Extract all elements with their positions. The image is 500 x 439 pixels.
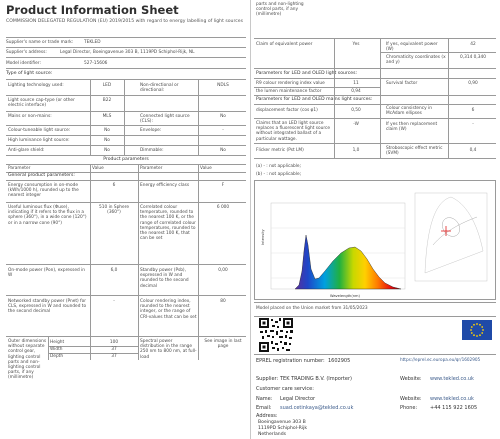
dim-label: Height <box>50 340 65 345</box>
param-value: 6 000 <box>216 205 230 210</box>
type-row-label: Mains or non-mains: <box>8 114 52 119</box>
eprel-link[interactable]: https://eprel.ec.europa.eu/qr/1602905 <box>400 357 481 362</box>
cs-website-label: Website: <box>400 396 422 402</box>
param-value: - <box>113 299 115 304</box>
param-label: Energy consumption in on-mode (kWh/1000 h), rounded up to the nearest integer <box>8 183 79 199</box>
cs-address <box>258 420 307 437</box>
param-value: 0,00 <box>218 268 228 273</box>
param-label: Correlated colour temperature, rounded to the nearest 100 K, or the range of correlated colour temperatures, rounded to the nearest 100 K, that can be set <box>140 205 196 242</box>
spectrum-x-axis-label: Wavelength(nm) <box>330 294 360 298</box>
displacement-label: displacement factor (cos φ1) <box>256 108 318 113</box>
param-value: 80 <box>220 299 226 304</box>
supplier-address-label: Supplier's address: <box>6 50 47 55</box>
type-row-value: MLS <box>102 114 112 119</box>
spectrum-figure <box>254 180 496 300</box>
cs-phone-value: +44 115 922 1605 <box>430 405 478 411</box>
equivalent-power-value2: 42 <box>470 42 476 47</box>
cs-address-label: Address: <box>256 413 278 419</box>
col-value: Value <box>92 166 104 171</box>
chromaticity-value: 0,314 0,340 <box>460 55 486 60</box>
type-row-label: Light source cap-type (or other electric interface) <box>8 98 75 109</box>
model-identifier-value: 527-15606 <box>84 61 108 66</box>
survival-value: 0,90 <box>468 81 478 86</box>
website-link[interactable]: www.tekled.co.uk <box>430 376 474 382</box>
type-heading: Type of light source: <box>6 71 53 76</box>
fluorescent-claim-value: -W <box>353 122 359 127</box>
type-row-label2: Connected light source (CLS): <box>140 114 190 125</box>
dim-label: Depth <box>50 354 64 359</box>
type-row-value: No <box>104 138 110 143</box>
supplier-name-value: TEKLED <box>84 40 101 45</box>
param-label: Colour rendering index, rounded to the nearest integer, or the range of CRI-values that can be set <box>140 299 197 320</box>
spd-value: See image in last page <box>204 339 242 350</box>
replacement-claim-label: If yes then replacement claim (W) <box>386 122 438 133</box>
type-row-value: No <box>104 148 110 153</box>
eu-flag <box>462 320 492 340</box>
qr-code <box>258 317 294 353</box>
dim-label: Width <box>50 347 63 352</box>
param-value: 6 <box>112 183 116 188</box>
survival-label: Survival factor <box>386 81 418 86</box>
equivalent-power-value: Yes <box>352 42 360 47</box>
type-row-label: Anti-glare shield: <box>8 148 45 153</box>
params-heading: Product parameters <box>103 157 149 162</box>
type-row-label: High luminance light source: <box>8 138 70 143</box>
regulation-subtitle: COMMISSION DELEGATED REGULATION (EU) 2019/2015 with regard to energy labelling of light sources <box>6 19 243 24</box>
note-not-applicable: (b) - : not applicable; <box>256 172 302 177</box>
type-row-value: No <box>104 128 110 133</box>
param-label: Standby power (Psb), expressed in W and rounded to the second decimal <box>140 268 189 289</box>
equivalent-power-label2: If yes, equivalent power (W) <box>386 42 438 53</box>
type-row-value2: No <box>220 114 226 119</box>
market-note: Model placed on the Union market from 31/05/2023 <box>256 306 368 311</box>
cs-website-link[interactable]: www.tekled.co.uk <box>430 396 474 402</box>
eprel-reg-label: EPREL registration number: <box>256 358 325 364</box>
address-line: Boeingavenue 303 B <box>258 420 306 425</box>
model-identifier-label: Model identifier: <box>6 61 41 66</box>
type-row-label2: Non-directional or directional: <box>140 83 179 94</box>
type-row-label2: Envelope: <box>140 128 162 133</box>
param-label: Networked standby power (Pnet) for CLS, expressed in W and rounded to the second decimal <box>8 299 87 315</box>
param-value: F <box>221 183 225 188</box>
replacement-claim-value: - <box>472 122 474 127</box>
param-value: 6,0 <box>110 268 118 273</box>
chromaticity-label: Chromaticity coordinates (x and y) <box>386 55 446 66</box>
website-label: Website: <box>400 376 422 382</box>
general-params-heading: General product parameters: <box>8 173 75 178</box>
param-label: Energy efficiency class <box>140 183 190 188</box>
stroboscopic-value: 0,4 <box>469 148 477 153</box>
flicker-value: 1,0 <box>352 148 360 153</box>
stroboscopic-label: Stroboscopic effect metric (SVM) <box>386 146 443 157</box>
cs-name-value: Legal Director <box>280 396 316 402</box>
dim-value: 37 <box>111 354 117 359</box>
colour-consistency-value: 6 <box>471 108 475 113</box>
dimensions-label: Outer dimensions without separate control gear, lighting control parts and non-lighting control parts, if any (millimetre) <box>8 339 47 381</box>
cs-email-label: Email: <box>256 405 272 411</box>
type-row-value: B22 <box>102 98 112 103</box>
supplier-name-label: Supplier's name or trade mark: <box>6 40 74 45</box>
col-value: Value <box>200 166 212 171</box>
address-line: Netherlands <box>258 431 287 437</box>
supplier-address-value: Legal Director, Boeingavenue 303 B, 1119PD Schiphol-Rijk, NL <box>60 50 195 55</box>
col-parameter: Parameter <box>8 166 31 171</box>
param-label: On-mode power (Pon), expressed in W <box>8 268 86 279</box>
eprel-reg-value: 1602905 <box>328 358 351 364</box>
displacement-value: 0,50 <box>351 108 361 113</box>
spectrum-graphic <box>255 181 495 299</box>
type-row-label: Lighting technology used: <box>8 83 64 88</box>
type-row-value2: No <box>220 148 226 153</box>
flicker-label: Flicker metric (Pst LM) <box>256 148 304 153</box>
spectrum-y-axis-label: Intensity <box>261 229 265 245</box>
customer-care-heading: Customer care service: <box>256 386 314 392</box>
mains-heading: Parameters for LED and OLED mains light sources: <box>256 97 373 102</box>
page-title: Product Information Sheet <box>6 3 179 17</box>
col-parameter: Parameter <box>140 166 163 171</box>
note-not-applicable: (a) - : not applicable; <box>256 164 301 169</box>
lumen-maintenance-value: 0,94 <box>351 89 361 94</box>
colour-consistency-label: Colour consistency in McAdam ellipses <box>386 106 432 117</box>
address-line: 1119PD Schiphol-Rijk <box>258 425 308 431</box>
equivalent-power-label: Claim of equivalent power <box>256 42 313 47</box>
led-heading: Parameters for LED and OLED light sources: <box>256 71 358 76</box>
r9-label: R9 colour rendering index value <box>256 81 325 86</box>
dim-value: 100 <box>109 340 119 345</box>
fluorescent-claim-label: Claims that an LED light source replaces a fluorescent light source without integrated ballast of a particular wattage. <box>256 121 331 142</box>
type-row-value2: - <box>222 128 224 133</box>
dim-value: 37 <box>111 347 117 352</box>
type-row-value: LED <box>102 83 112 88</box>
chromaticity-diagram <box>415 193 487 281</box>
supplier-value: TEK TRADING B.V. (Importer) <box>280 376 352 382</box>
param-label: Useful luminous flux (Φuse), indicating if it refers to the flux in a sphere (360°), in a wide cone (120°) or in a narrow cone (90°) <box>8 205 87 226</box>
supplier-label: Supplier: <box>256 376 279 382</box>
lumen-maintenance-label: the lumen maintenance factor <box>256 89 322 94</box>
type-row-label2: Dimmable: <box>140 148 164 153</box>
cs-name-label: Name: <box>256 396 273 402</box>
r9-value: 11 <box>353 81 359 86</box>
param-value: 510 in Sphere (360°) <box>99 205 129 216</box>
spd-label: Spectral power distribution in the range 250 nm to 800 nm, at full-load <box>140 339 197 360</box>
dims-continuation: parts and non-lighting control parts, if any (millimetre) <box>256 2 304 18</box>
cs-phone-label: Phone: <box>400 405 418 411</box>
type-row-label: Colour-tuneable light source: <box>8 128 71 133</box>
cs-email-link[interactable]: suad.cetinkaya@tekled.co.uk <box>280 405 354 411</box>
type-row-value2: NDLS <box>217 83 229 88</box>
